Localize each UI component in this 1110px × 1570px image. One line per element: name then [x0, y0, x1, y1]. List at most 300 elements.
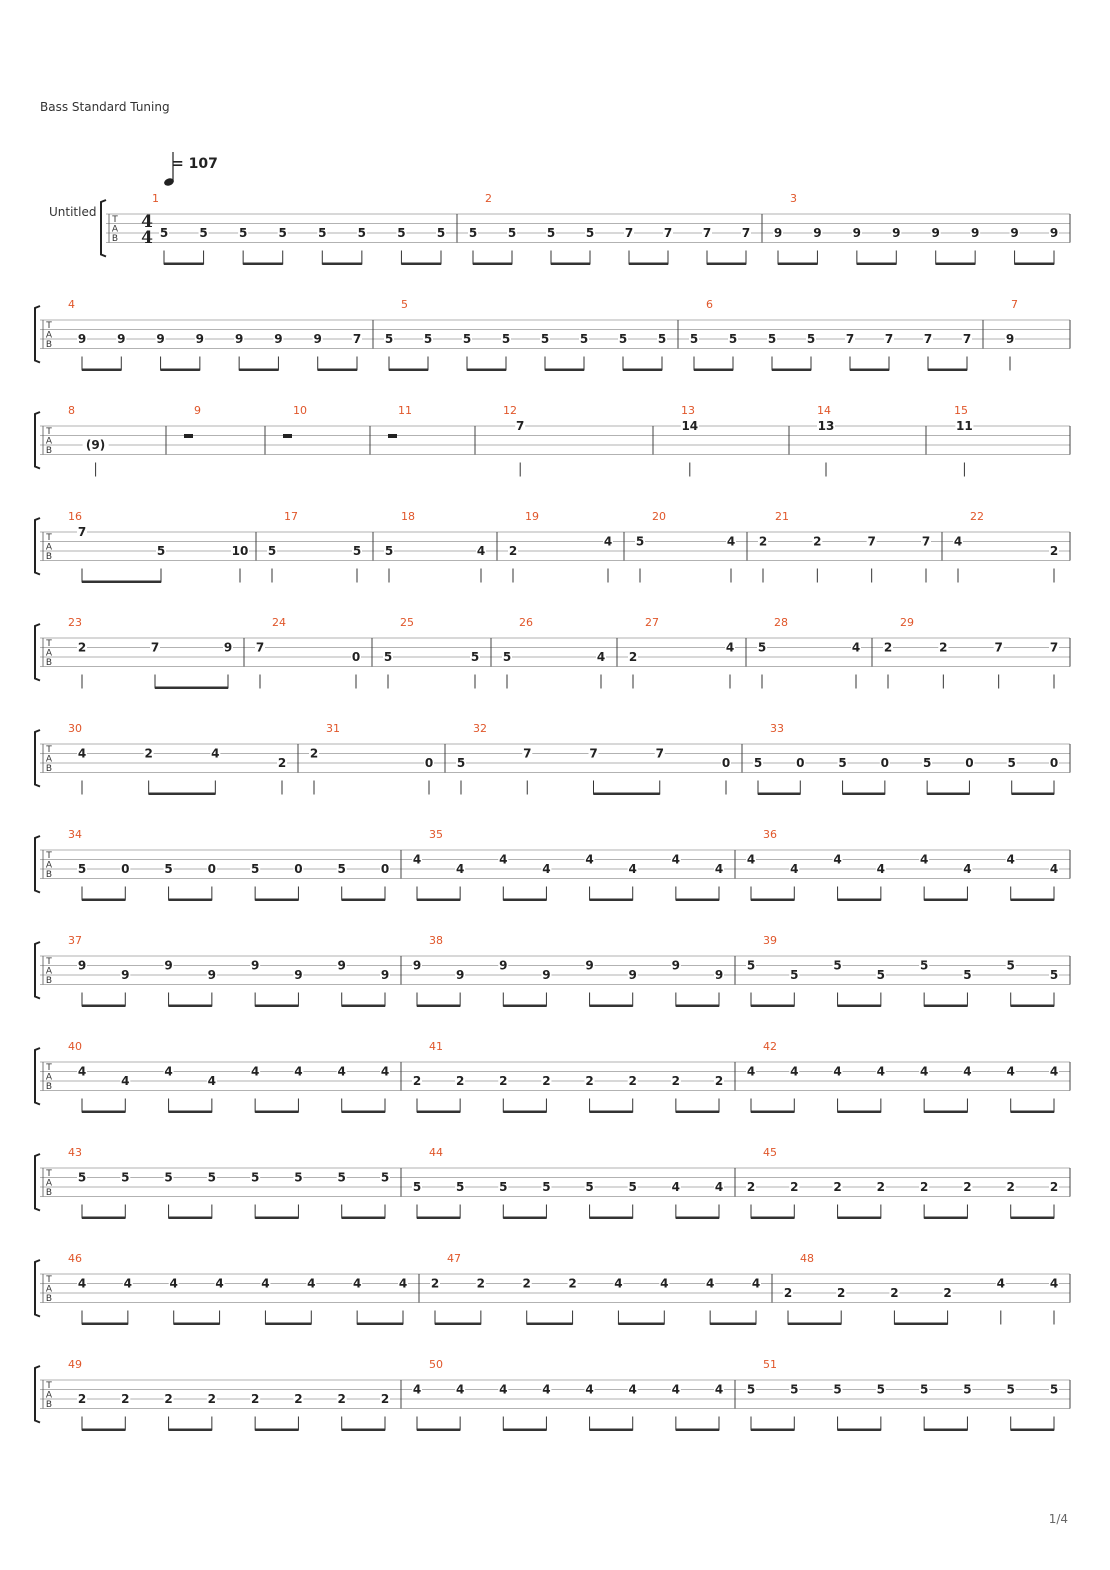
measure — [68, 1252, 408, 1325]
measure-number: 1 — [152, 192, 159, 205]
fret-number: 4 — [714, 862, 724, 876]
fret-number: 0 — [721, 756, 731, 770]
measure — [1005, 298, 1018, 371]
fret-number: 5 — [470, 650, 480, 664]
fret-number: 9 — [121, 968, 130, 982]
fret-number: 2 — [380, 1392, 390, 1406]
note-beam — [265, 1323, 311, 1326]
measure-number: 12 — [503, 404, 517, 417]
fret-number: 5 — [294, 1170, 303, 1185]
fret-number: 0 — [965, 756, 974, 770]
note-beam — [928, 369, 967, 372]
fret-number: 4 — [585, 852, 594, 867]
fret-number: 9 — [250, 958, 260, 973]
fret-number: 2 — [1006, 1180, 1015, 1194]
measure-number: 36 — [763, 828, 777, 841]
measure — [758, 510, 931, 583]
fret-number: 2 — [876, 1180, 886, 1194]
note-beam — [239, 369, 278, 372]
measure-number: 31 — [326, 722, 340, 735]
note-beam — [676, 1005, 719, 1008]
fret-number: 7 — [352, 332, 362, 346]
system-bracket — [35, 412, 40, 469]
note-beam — [82, 1111, 125, 1114]
note-beam — [838, 1429, 881, 1432]
measure-number: 28 — [774, 616, 788, 629]
measure — [68, 828, 390, 901]
note-beam — [318, 369, 357, 372]
fret-number: 5 — [540, 332, 550, 346]
fret-number: 5 — [383, 650, 393, 664]
fret-number: 9 — [813, 226, 822, 240]
note-beam — [629, 263, 668, 266]
fret-number: 5 — [585, 226, 595, 240]
fret-number: 5 — [919, 1382, 929, 1397]
fret-number: 2 — [277, 756, 287, 770]
measure — [746, 1146, 1059, 1219]
measure — [746, 828, 1059, 901]
note-beam — [417, 1005, 460, 1008]
measure — [635, 510, 736, 583]
fret-number: 4 — [123, 1276, 133, 1291]
fret-number: 7 — [702, 226, 712, 240]
fret-number: 2 — [1049, 1180, 1059, 1194]
note-beam — [838, 1111, 881, 1114]
tab-clef-letter: T — [46, 533, 52, 543]
fret-number: 5 — [790, 1382, 799, 1397]
fret-number: 5 — [507, 226, 517, 240]
system-bracket — [35, 836, 40, 893]
fret-number: 5 — [546, 226, 556, 240]
fret-number: 2 — [207, 1392, 217, 1406]
fret-number: 2 — [309, 746, 319, 761]
measure — [508, 510, 613, 583]
fret-number: 7 — [867, 534, 876, 549]
fret-number: 5 — [838, 756, 847, 770]
note-beam — [1011, 1217, 1054, 1220]
fret-number: 9 — [892, 226, 901, 240]
fret-number: 5 — [352, 544, 362, 558]
fret-number: 5 — [635, 534, 645, 549]
measure — [68, 722, 287, 795]
fret-number: 4 — [337, 1064, 346, 1079]
tab-system — [35, 1252, 1070, 1325]
fret-number: 9 — [337, 958, 346, 973]
measure-number: 51 — [763, 1358, 777, 1371]
measure-number: 42 — [763, 1040, 777, 1053]
fret-number: 4 — [542, 1382, 551, 1397]
fret-number: 7 — [994, 640, 1003, 655]
fret-number: 5 — [436, 226, 446, 240]
note-beam — [169, 1217, 212, 1220]
measure — [68, 298, 362, 371]
fret-number: 4 — [963, 1064, 972, 1079]
note-beam — [503, 1005, 546, 1008]
fret-number: 2 — [250, 1392, 260, 1406]
fret-number: 5 — [1006, 1382, 1015, 1397]
measure-number: 44 — [429, 1146, 443, 1159]
tab-clef-letter: T — [46, 957, 52, 967]
tab-clef-letter: A — [45, 1390, 53, 1401]
whole-rest — [283, 434, 292, 438]
fret-number: 5 — [238, 226, 248, 240]
tab-clef-letter: T — [46, 1169, 52, 1179]
measure-number: 41 — [429, 1040, 443, 1053]
system-bracket — [35, 518, 40, 575]
fret-number: 2 — [455, 1074, 465, 1088]
fret-number: 4 — [746, 1064, 756, 1079]
measure — [283, 404, 307, 438]
measure-number: 10 — [293, 404, 307, 417]
note-beam — [924, 1429, 967, 1432]
fret-number: 9 — [274, 332, 283, 346]
fret-number: 4 — [352, 1276, 362, 1291]
fret-number: 4 — [261, 1276, 270, 1291]
note-beam — [164, 263, 204, 266]
measure-number: 20 — [652, 510, 666, 523]
fret-number: 7 — [523, 746, 532, 761]
note-beam — [401, 263, 441, 266]
fret-number: 5 — [657, 332, 667, 346]
fret-number: 9 — [671, 958, 681, 973]
fret-number: 0 — [351, 650, 361, 664]
fret-number: 5 — [806, 332, 816, 346]
fret-number: 2 — [164, 1392, 173, 1406]
fret-number: 9 — [455, 968, 465, 982]
fret-number: 9 — [77, 958, 87, 973]
fret-number: 5 — [876, 968, 886, 982]
measure-number: 18 — [401, 510, 415, 523]
fret-number: 5 — [207, 1170, 217, 1185]
fret-number: 5 — [790, 968, 799, 982]
fret-number: 4 — [307, 1276, 316, 1291]
fret-number: 4 — [726, 534, 736, 549]
measure — [753, 722, 1059, 795]
measure — [412, 828, 724, 901]
note-beam — [149, 793, 216, 796]
note-beam — [342, 1217, 385, 1220]
fret-number: 4 — [250, 1064, 260, 1079]
tab-clef-letter: T — [46, 851, 52, 861]
fret-number: 4 — [476, 544, 486, 558]
note-beam — [751, 1217, 794, 1220]
tab-clef-letter: B — [45, 976, 53, 986]
note-beam — [590, 899, 633, 902]
note-beam — [82, 1005, 125, 1008]
fret-number: 2 — [77, 640, 87, 655]
note-beam — [417, 1429, 460, 1432]
tab-system — [35, 404, 1070, 477]
measure — [255, 616, 361, 689]
measure — [383, 616, 480, 689]
note-beam — [850, 369, 889, 372]
measure-number: 17 — [284, 510, 298, 523]
tab-clef-letter: T — [46, 639, 52, 649]
fret-number: 5 — [199, 226, 208, 240]
tab-clef-letter: B — [45, 1400, 53, 1410]
fret-number: 4 — [169, 1276, 178, 1291]
fret-number: 7 — [921, 534, 931, 549]
measure — [502, 616, 606, 689]
fret-number: 2 — [890, 1286, 899, 1300]
fret-number: 5 — [164, 1170, 173, 1185]
fret-number: 2 — [542, 1074, 551, 1088]
fret-number: 5 — [501, 332, 511, 346]
tab-system — [35, 722, 1070, 795]
note-beam — [1011, 1429, 1054, 1432]
measure — [746, 1040, 1059, 1113]
fret-number: 4 — [380, 1064, 390, 1079]
fret-number: 4 — [77, 746, 87, 761]
time-signature-top: 4 — [141, 212, 153, 232]
fret-number: 5 — [833, 1382, 842, 1397]
fret-number: 9 — [852, 226, 862, 240]
note-beam — [417, 1217, 460, 1220]
note-beam — [82, 1323, 128, 1326]
measure-number: 24 — [272, 616, 286, 629]
note-beam — [707, 263, 746, 266]
fret-number: 5 — [542, 1180, 551, 1194]
fret-number: 4 — [603, 534, 613, 549]
measure — [412, 1358, 724, 1431]
fret-number: 4 — [963, 862, 972, 876]
fret-number: 4 — [164, 1064, 173, 1079]
fret-number: 0 — [380, 862, 390, 876]
fret-number: 5 — [250, 1170, 260, 1185]
note-beam — [527, 1323, 573, 1326]
tab-clef-letter: A — [111, 224, 119, 235]
note-beam — [594, 793, 660, 796]
whole-rest — [184, 434, 193, 438]
fret-number: 5 — [746, 958, 756, 973]
page-number: 1/4 — [1048, 1512, 1068, 1526]
tab-clef-letter: A — [45, 966, 53, 977]
measure-number: 34 — [68, 828, 82, 841]
system-bracket — [35, 306, 40, 363]
measure-number: 19 — [525, 510, 539, 523]
note-beam — [551, 263, 590, 266]
fret-number: 2 — [963, 1180, 972, 1194]
note-beam — [357, 1323, 403, 1326]
measure-number: 30 — [68, 722, 82, 735]
note-beam — [751, 899, 794, 902]
fret-number: 4 — [294, 1064, 303, 1079]
note-beam — [545, 369, 584, 372]
fret-number: 5 — [164, 862, 173, 876]
fret-number: 2 — [628, 1074, 637, 1088]
fret-number: 4 — [751, 1276, 761, 1291]
measure — [388, 404, 412, 438]
measure — [757, 616, 861, 689]
fret-number: 9 — [380, 968, 390, 982]
fret-number: 2 — [337, 1392, 346, 1406]
fret-number: 7 — [741, 226, 751, 240]
measure — [68, 404, 109, 477]
fret-number: 4 — [919, 852, 929, 867]
note-beam — [1011, 899, 1054, 902]
measure — [68, 616, 233, 689]
whole-rest — [388, 434, 397, 438]
note-beam — [435, 1323, 481, 1326]
measure — [954, 404, 973, 477]
fret-number: 5 — [757, 640, 767, 655]
fret-number: 2 — [121, 1392, 130, 1406]
fret-number: 5 — [412, 1180, 422, 1194]
measure-number: 47 — [447, 1252, 461, 1265]
tab-clef-letter: A — [45, 436, 53, 447]
fret-number: 9 — [77, 332, 87, 346]
track-name: Untitled — [49, 205, 97, 219]
fret-number: 5 — [384, 544, 394, 558]
system-bracket — [35, 1048, 40, 1105]
fret-number: 9 — [542, 968, 551, 982]
fret-number: 4 — [215, 1276, 224, 1291]
measure-number: 13 — [681, 404, 695, 417]
measure-number: 7 — [1011, 298, 1018, 311]
fret-number: 4 — [714, 1382, 724, 1397]
measure-number: 9 — [194, 404, 201, 417]
measure — [773, 192, 1059, 265]
tab-clef-letter: A — [45, 1072, 53, 1083]
fret-number: 5 — [753, 756, 763, 770]
fret-number: 4 — [876, 1064, 886, 1079]
fret-number: 5 — [876, 1382, 886, 1397]
measure-number: 25 — [400, 616, 414, 629]
fret-number: 4 — [596, 650, 606, 664]
fret-number: 9 — [773, 226, 783, 240]
note-beam — [255, 1111, 298, 1114]
fret-number: 2 — [77, 1392, 87, 1406]
fret-number: 2 — [476, 1276, 486, 1291]
fret-number: 5 — [468, 226, 478, 240]
note-beam — [169, 1429, 212, 1432]
note-beam — [751, 1111, 794, 1114]
fret-number: 9 — [412, 958, 422, 973]
note-beam — [161, 369, 200, 372]
note-beam — [82, 1429, 125, 1432]
system-bracket — [35, 1154, 40, 1211]
fret-number: 4 — [455, 1382, 465, 1397]
tab-clef-letter: A — [45, 648, 53, 659]
fret-number: 5 — [618, 332, 628, 346]
note-beam — [255, 1217, 298, 1220]
measure — [503, 404, 525, 477]
measure-number: 4 — [68, 298, 75, 311]
note-beam — [82, 369, 121, 372]
fret-number: 4 — [412, 1382, 422, 1397]
note-beam — [838, 899, 881, 902]
fret-number: 2 — [508, 544, 518, 558]
measure-number: 33 — [770, 722, 784, 735]
measure — [953, 510, 1059, 583]
note-beam — [169, 1005, 212, 1008]
tab-clef-letter: T — [46, 1063, 52, 1073]
fret-number: 5 — [767, 332, 777, 346]
measure — [267, 510, 362, 583]
fret-number: 0 — [424, 756, 434, 770]
fret-number: 4 — [996, 1276, 1005, 1291]
note-beam — [417, 1111, 460, 1114]
note-beam — [857, 263, 896, 266]
note-beam — [676, 899, 719, 902]
tab-clef-letter: B — [45, 552, 53, 562]
note-beam — [936, 263, 975, 266]
note-beam — [1011, 1111, 1054, 1114]
fret-number: 0 — [796, 756, 805, 770]
fret-number: 4 — [714, 1180, 724, 1194]
tab-clef-letter: T — [46, 321, 52, 331]
fret-number: 9 — [714, 968, 724, 982]
fret-number: 4 — [585, 1382, 594, 1397]
fret-number: 7 — [255, 640, 265, 655]
note-beam — [342, 1111, 385, 1114]
fret-number: 14 — [681, 419, 699, 433]
fret-number: 4 — [628, 1382, 637, 1397]
fret-number: 4 — [77, 1276, 87, 1291]
fret-number: 2 — [783, 1286, 793, 1300]
measure-number: 5 — [401, 298, 408, 311]
measure — [456, 722, 731, 795]
note-beam — [924, 1217, 967, 1220]
note-beam — [590, 1217, 633, 1220]
fret-number: 9 — [117, 332, 126, 346]
measure-number: 3 — [790, 192, 797, 205]
fret-number: 4 — [499, 852, 508, 867]
fret-number: 0 — [121, 862, 130, 876]
fret-number: 4 — [1006, 1064, 1015, 1079]
note-beam — [342, 1005, 385, 1008]
fret-number: 4 — [1049, 1064, 1059, 1079]
note-beam — [590, 1111, 633, 1114]
note-beam — [618, 1323, 664, 1326]
measure — [309, 722, 434, 795]
measure — [412, 1146, 724, 1219]
measure — [628, 616, 735, 689]
fret-number: 2 — [585, 1074, 594, 1088]
tab-clef-letter: T — [46, 745, 52, 755]
measure — [384, 298, 667, 371]
fret-number: 9 — [164, 958, 173, 973]
note-beam — [255, 899, 298, 902]
fret-number: 9 — [1049, 226, 1059, 240]
measure — [152, 192, 446, 265]
note-beam — [322, 263, 362, 266]
fret-number: 4 — [746, 852, 756, 867]
measure — [68, 934, 390, 1007]
note-beam — [924, 1111, 967, 1114]
note-beam — [503, 1429, 546, 1432]
measure — [689, 298, 972, 371]
note-beam — [676, 1111, 719, 1114]
tab-clef-letter: T — [112, 215, 118, 225]
fret-number: 5 — [423, 332, 433, 346]
tab-system — [35, 510, 1070, 583]
fret-number: 4 — [790, 862, 799, 876]
note-beam — [710, 1323, 756, 1326]
fret-number: 2 — [294, 1392, 303, 1406]
system-bracket — [101, 200, 106, 257]
fret-number: 5 — [502, 650, 512, 664]
fret-number: 11 — [956, 419, 973, 433]
fret-number: 7 — [884, 332, 894, 346]
fret-number: 5 — [963, 1382, 972, 1397]
measure-number: 45 — [763, 1146, 777, 1159]
fret-number: 4 — [833, 1064, 842, 1079]
measure-number: 21 — [775, 510, 789, 523]
fret-number: 4 — [398, 1276, 408, 1291]
fret-number: 2 — [1049, 544, 1059, 558]
measure — [412, 1040, 724, 1113]
